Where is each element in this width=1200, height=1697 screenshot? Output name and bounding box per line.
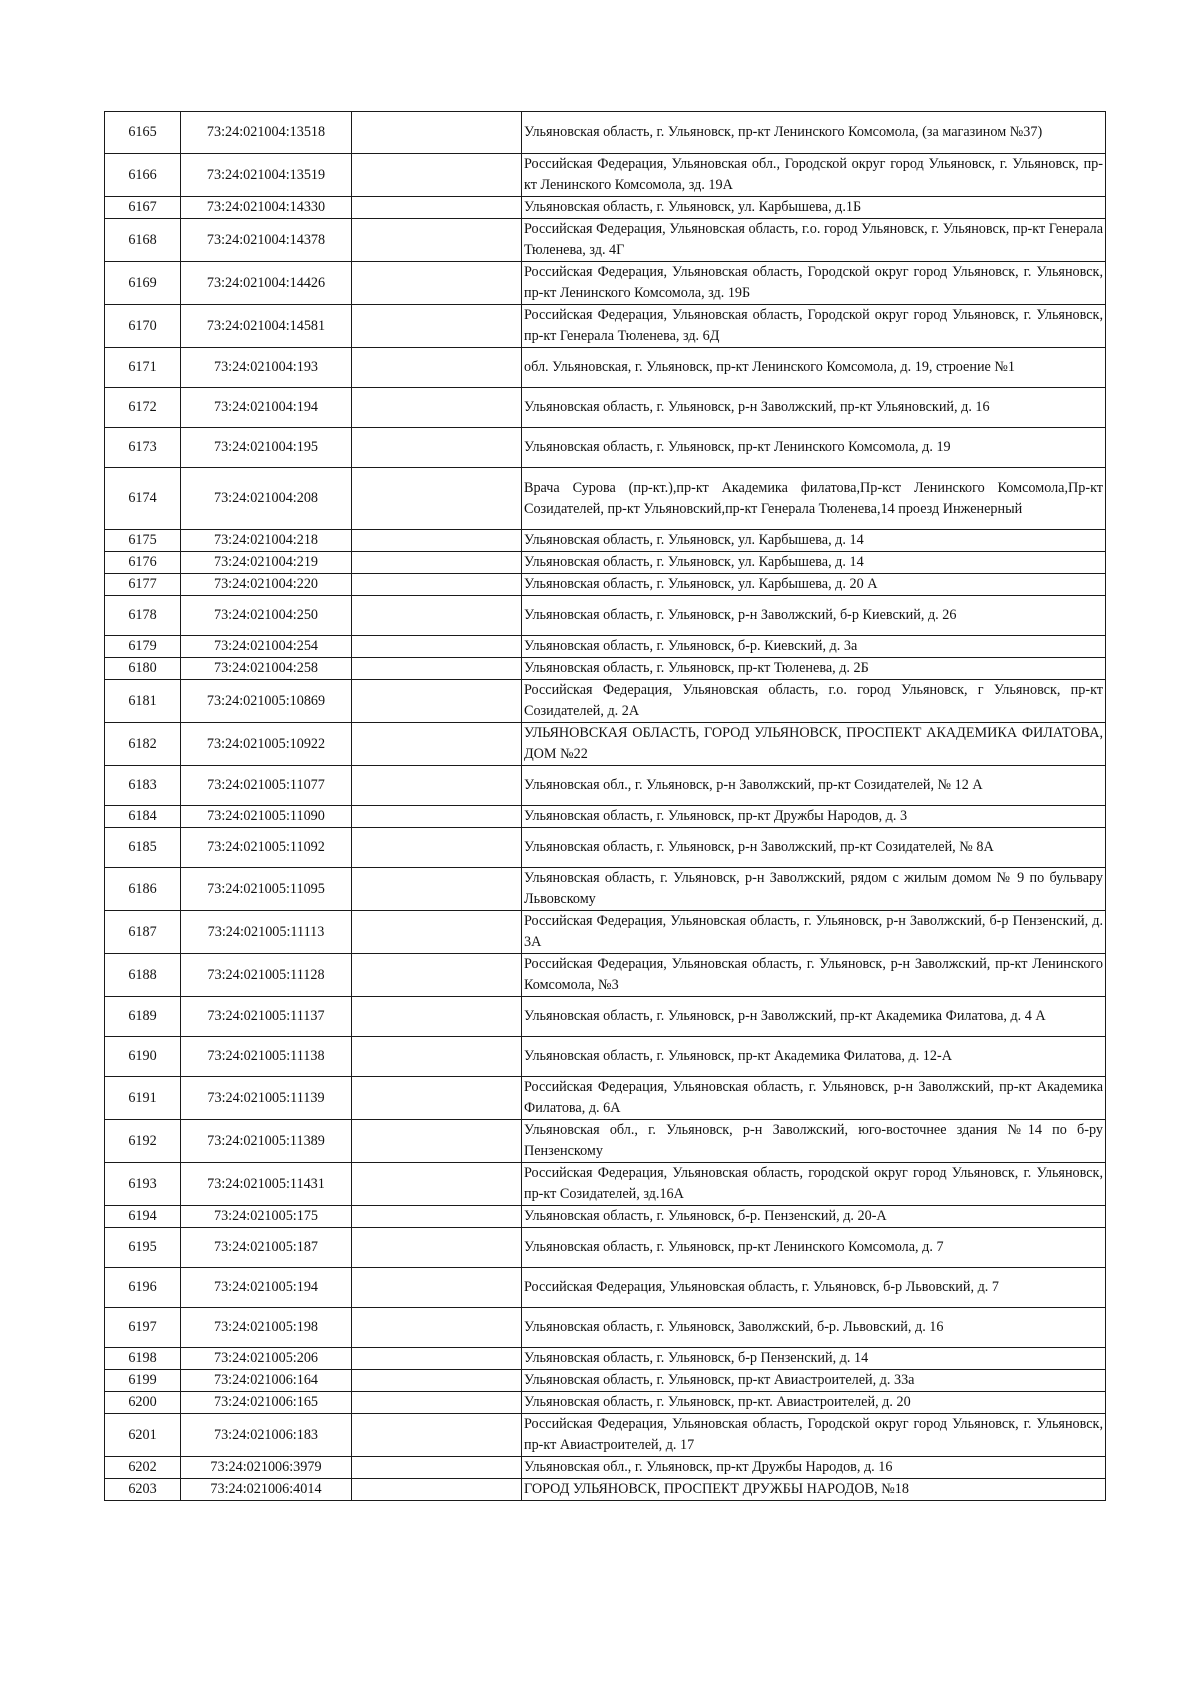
- cadastral-number: 73:24:021004:13519: [181, 154, 352, 197]
- table-row: [105, 1228, 1106, 1268]
- cadastral-number: 73:24:021006:164: [181, 1370, 352, 1392]
- cadastral-number: 73:24:021004:193: [181, 348, 352, 388]
- address: Российская Федерация, Ульяновская область, городской округ город Ульяновск, г. Ульяновск, пр-кт Созидателей, зд.16А: [522, 1163, 1106, 1206]
- cadastral-number: 73:24:021005:11128: [181, 954, 352, 997]
- empty-cell: [352, 428, 522, 468]
- empty-cell: [352, 954, 522, 997]
- row-number: 6179: [105, 636, 181, 658]
- address: Ульяновская область, г. Ульяновск, б-р Пензенский, д. 14: [522, 1348, 1106, 1370]
- table-row: [105, 954, 1106, 997]
- address: Российская Федерация, Ульяновская область, г. Ульяновск, р-н Заволжский, б-р Пензенский, д. 3А: [522, 911, 1106, 954]
- empty-cell: [352, 1163, 522, 1206]
- empty-cell: [352, 1348, 522, 1370]
- address: Российская Федерация, Ульяновская область, г. Ульяновск, р-н Заволжский, пр-кт Ленинского Комсомола, №3: [522, 954, 1106, 997]
- address: Ульяновская область, г. Ульяновск, пр-кт Тюленева, д. 2Б: [522, 658, 1106, 680]
- row-number: 6168: [105, 219, 181, 262]
- empty-cell: [352, 723, 522, 766]
- empty-cell: [352, 305, 522, 348]
- cadastral-number: 73:24:021004:219: [181, 552, 352, 574]
- table-row: [105, 868, 1106, 911]
- address: Ульяновская обл., г. Ульяновск, пр-кт Дружбы Народов, д. 16: [522, 1457, 1106, 1479]
- table-row: [105, 658, 1106, 680]
- empty-cell: [352, 636, 522, 658]
- empty-cell: [352, 552, 522, 574]
- row-number: 6200: [105, 1392, 181, 1414]
- table-row: [105, 1077, 1106, 1120]
- table-row: [105, 154, 1106, 197]
- cadastral-number: 73:24:021004:14426: [181, 262, 352, 305]
- row-number: 6171: [105, 348, 181, 388]
- table-row: [105, 997, 1106, 1037]
- empty-cell: [352, 219, 522, 262]
- cadastral-number: 73:24:021005:11138: [181, 1037, 352, 1077]
- table-row: [105, 262, 1106, 305]
- table-row: [105, 1370, 1106, 1392]
- address: обл. Ульяновская, г. Ульяновск, пр-кт Ленинского Комсомола, д. 19, строение №1: [522, 348, 1106, 388]
- table-row: [105, 1348, 1106, 1370]
- table-row: [105, 1392, 1106, 1414]
- address: Ульяновская обл., г. Ульяновск, р-н Заволжский, юго-восточнее здания №14 по б-ру Пензенскому: [522, 1120, 1106, 1163]
- table-row: [105, 112, 1106, 154]
- table-row: [105, 806, 1106, 828]
- row-number: 6176: [105, 552, 181, 574]
- empty-cell: [352, 1479, 522, 1501]
- row-number: 6196: [105, 1268, 181, 1308]
- row-number: 6165: [105, 112, 181, 154]
- row-number: 6194: [105, 1206, 181, 1228]
- cadastral-number: 73:24:021004:14581: [181, 305, 352, 348]
- address: Ульяновская область, г. Ульяновск, ул. Карбышева, д. 20 А: [522, 574, 1106, 596]
- row-number: 6175: [105, 530, 181, 552]
- cadastral-number: 73:24:021004:220: [181, 574, 352, 596]
- table-row: [105, 680, 1106, 723]
- row-number: 6203: [105, 1479, 181, 1501]
- table-row: [105, 468, 1106, 530]
- empty-cell: [352, 1228, 522, 1268]
- row-number: 6172: [105, 388, 181, 428]
- row-number: 6173: [105, 428, 181, 468]
- table-row: [105, 636, 1106, 658]
- cadastral-number: 73:24:021004:218: [181, 530, 352, 552]
- address: Ульяновская область, г. Ульяновск, пр-кт Академика Филатова, д. 12-А: [522, 1037, 1106, 1077]
- address: Ульяновская область, г. Ульяновск, р-н Заволжский, рядом с жилым домом № 9 по бульвару Львовскому: [522, 868, 1106, 911]
- address: Ульяновская область, г. Ульяновск, ул. Карбышева, д.1Б: [522, 197, 1106, 219]
- table-row: [105, 766, 1106, 806]
- address: Российская Федерация, Ульяновская область, Городской округ город Ульяновск, г. Ульяновск, пр-кт Авиастроителей, д. 17: [522, 1414, 1106, 1457]
- table-row: [105, 1037, 1106, 1077]
- empty-cell: [352, 468, 522, 530]
- cadastral-number: 73:24:021005:11431: [181, 1163, 352, 1206]
- cadastral-number: 73:24:021005:206: [181, 1348, 352, 1370]
- empty-cell: [352, 530, 522, 552]
- row-number: 6166: [105, 154, 181, 197]
- empty-cell: [352, 806, 522, 828]
- empty-cell: [352, 1268, 522, 1308]
- address: Ульяновская область, г. Ульяновск, пр-кт. Авиастроителей, д. 20: [522, 1392, 1106, 1414]
- table-row: [105, 305, 1106, 348]
- address: Ульяновская область, г. Ульяновск, ул. Карбышева, д. 14: [522, 552, 1106, 574]
- address: Ульяновская область, г. Ульяновск, р-н Заволжский, б-р Киевский, д. 26: [522, 596, 1106, 636]
- row-number: 6185: [105, 828, 181, 868]
- table-row: [105, 828, 1106, 868]
- empty-cell: [352, 1392, 522, 1414]
- address: Ульяновская область, г. Ульяновск, б-р. Пензенский, д. 20-А: [522, 1206, 1106, 1228]
- address: Ульяновская область, г. Ульяновск, Заволжский, б-р. Львовский, д. 16: [522, 1308, 1106, 1348]
- row-number: 6169: [105, 262, 181, 305]
- empty-cell: [352, 997, 522, 1037]
- table-row: [105, 530, 1106, 552]
- empty-cell: [352, 828, 522, 868]
- row-number: 6188: [105, 954, 181, 997]
- cadastral-number: 73:24:021004:254: [181, 636, 352, 658]
- row-number: 6193: [105, 1163, 181, 1206]
- cadastral-number: 73:24:021005:10869: [181, 680, 352, 723]
- cadastral-number: 73:24:021005:11139: [181, 1077, 352, 1120]
- address: Российская Федерация, Ульяновская область, Городской округ город Ульяновск, г. Ульяновск, пр-кт Ленинского Комсомола, зд. 19Б: [522, 262, 1106, 305]
- empty-cell: [352, 1037, 522, 1077]
- table-row: [105, 1457, 1106, 1479]
- address: Российская Федерация, Ульяновская область, г. Ульяновск, б-р Львовский, д. 7: [522, 1268, 1106, 1308]
- cadastral-number: 73:24:021005:11389: [181, 1120, 352, 1163]
- table-row: [105, 1479, 1106, 1501]
- row-number: 6199: [105, 1370, 181, 1392]
- cadastral-number: 73:24:021004:14330: [181, 197, 352, 219]
- empty-cell: [352, 911, 522, 954]
- table-row: [105, 1163, 1106, 1206]
- address: Ульяновская область, г. Ульяновск, р-н Заволжский, пр-кт Созидателей, № 8А: [522, 828, 1106, 868]
- cadastral-number: 73:24:021005:11095: [181, 868, 352, 911]
- row-number: 6178: [105, 596, 181, 636]
- cadastral-number: 73:24:021006:4014: [181, 1479, 352, 1501]
- cadastral-number: 73:24:021005:187: [181, 1228, 352, 1268]
- empty-cell: [352, 154, 522, 197]
- empty-cell: [352, 766, 522, 806]
- row-number: 6181: [105, 680, 181, 723]
- empty-cell: [352, 112, 522, 154]
- row-number: 6189: [105, 997, 181, 1037]
- row-number: 6197: [105, 1308, 181, 1348]
- row-number: 6195: [105, 1228, 181, 1268]
- address: Ульяновская область, г. Ульяновск, пр-кт Ленинского Комсомола, (за магазином №37): [522, 112, 1106, 154]
- address: Ульяновская область, г. Ульяновск, б-р. Киевский, д. 3а: [522, 636, 1106, 658]
- cadastral-number: 73:24:021004:194: [181, 388, 352, 428]
- empty-cell: [352, 1120, 522, 1163]
- address: Ульяновская область, г. Ульяновск, пр-кт Авиастроителей, д. 33а: [522, 1370, 1106, 1392]
- row-number: 6191: [105, 1077, 181, 1120]
- empty-cell: [352, 1457, 522, 1479]
- land-plot-register-table: [104, 111, 1106, 1501]
- cadastral-number: 73:24:021005:11137: [181, 997, 352, 1037]
- empty-cell: [352, 388, 522, 428]
- empty-cell: [352, 596, 522, 636]
- table-row: [105, 1120, 1106, 1163]
- cadastral-number: 73:24:021004:250: [181, 596, 352, 636]
- cadastral-number: 73:24:021005:11077: [181, 766, 352, 806]
- table-row: [105, 574, 1106, 596]
- cadastral-number: 73:24:021004:258: [181, 658, 352, 680]
- row-number: 6201: [105, 1414, 181, 1457]
- empty-cell: [352, 868, 522, 911]
- empty-cell: [352, 197, 522, 219]
- table-row: [105, 596, 1106, 636]
- row-number: 6184: [105, 806, 181, 828]
- row-number: 6190: [105, 1037, 181, 1077]
- address: Ульяновская обл., г. Ульяновск, р-н Заволжский, пр-кт Созидателей, № 12 А: [522, 766, 1106, 806]
- empty-cell: [352, 1308, 522, 1348]
- cadastral-number: 73:24:021005:11113: [181, 911, 352, 954]
- cadastral-number: 73:24:021005:194: [181, 1268, 352, 1308]
- row-number: 6187: [105, 911, 181, 954]
- row-number: 6180: [105, 658, 181, 680]
- row-number: 6177: [105, 574, 181, 596]
- address: УЛЬЯНОВСКАЯ ОБЛАСТЬ, ГОРОД УЛЬЯНОВСК, ПРОСПЕКТ АКАДЕМИКА ФИЛАТОВА, ДОМ №22: [522, 723, 1106, 766]
- cadastral-number: 73:24:021004:13518: [181, 112, 352, 154]
- address: Российская Федерация, Ульяновская область, г.о. город Ульяновск, г Ульяновск, пр-кт Созидателей, д. 2А: [522, 680, 1106, 723]
- cadastral-number: 73:24:021005:11090: [181, 806, 352, 828]
- table-row: [105, 388, 1106, 428]
- address: Ульяновская область, г. Ульяновск, р-н Заволжский, пр-кт Ульяновский, д. 16: [522, 388, 1106, 428]
- table-row: [105, 1268, 1106, 1308]
- row-number: 6170: [105, 305, 181, 348]
- address: Ульяновская область, г. Ульяновск, пр-кт Ленинского Комсомола, д. 7: [522, 1228, 1106, 1268]
- empty-cell: [352, 574, 522, 596]
- table-row: [105, 1206, 1106, 1228]
- cadastral-number: 73:24:021006:165: [181, 1392, 352, 1414]
- address: Российская Федерация, Ульяновская область, г.о. город Ульяновск, г. Ульяновск, пр-кт Генерала Тюленева, зд. 4Г: [522, 219, 1106, 262]
- cadastral-number: 73:24:021004:195: [181, 428, 352, 468]
- cadastral-number: 73:24:021006:3979: [181, 1457, 352, 1479]
- row-number: 6198: [105, 1348, 181, 1370]
- empty-cell: [352, 1370, 522, 1392]
- row-number: 6174: [105, 468, 181, 530]
- empty-cell: [352, 1077, 522, 1120]
- table-row: [105, 428, 1106, 468]
- address: Российская Федерация, Ульяновская обл., Городской округ город Ульяновск, г. Ульяновск, пр-кт Ленинского Комсомола, зд. 19А: [522, 154, 1106, 197]
- table-row: [105, 348, 1106, 388]
- empty-cell: [352, 348, 522, 388]
- cadastral-number: 73:24:021004:208: [181, 468, 352, 530]
- address: ГОРОД УЛЬЯНОВСК, ПРОСПЕКТ ДРУЖБЫ НАРОДОВ, №18: [522, 1479, 1106, 1501]
- cadastral-number: 73:24:021005:10922: [181, 723, 352, 766]
- cadastral-number: 73:24:021005:198: [181, 1308, 352, 1348]
- address: Ульяновская область, г. Ульяновск, пр-кт Дружбы Народов, д. 3: [522, 806, 1106, 828]
- address: Врача Сурова (пр-кт.),пр-кт Академика филатова,Пр-кст Ленинского Комсомола,Пр-кт Созидателей, пр-кт Ульяновский,пр-кт Генерала Тюленева,14 проезд Инженерный: [522, 468, 1106, 530]
- row-number: 6167: [105, 197, 181, 219]
- table-row: [105, 552, 1106, 574]
- row-number: 6182: [105, 723, 181, 766]
- row-number: 6202: [105, 1457, 181, 1479]
- empty-cell: [352, 680, 522, 723]
- row-number: 6186: [105, 868, 181, 911]
- table-row: [105, 1308, 1106, 1348]
- empty-cell: [352, 658, 522, 680]
- cadastral-number: 73:24:021006:183: [181, 1414, 352, 1457]
- register-table-body: [105, 112, 1106, 1501]
- address: Ульяновская область, г. Ульяновск, р-н Заволжский, пр-кт Академика Филатова, д. 4 А: [522, 997, 1106, 1037]
- cadastral-number: 73:24:021005:175: [181, 1206, 352, 1228]
- address: Ульяновская область, г. Ульяновск, ул. Карбышева, д. 14: [522, 530, 1106, 552]
- table-row: [105, 1414, 1106, 1457]
- table-row: [105, 723, 1106, 766]
- address: Российская Федерация, Ульяновская область, г. Ульяновск, р-н Заволжский, пр-кт Академика Филатова, д. 6А: [522, 1077, 1106, 1120]
- address: Ульяновская область, г. Ульяновск, пр-кт Ленинского Комсомола, д. 19: [522, 428, 1106, 468]
- row-number: 6183: [105, 766, 181, 806]
- cadastral-number: 73:24:021005:11092: [181, 828, 352, 868]
- empty-cell: [352, 1206, 522, 1228]
- table-row: [105, 197, 1106, 219]
- table-row: [105, 911, 1106, 954]
- empty-cell: [352, 262, 522, 305]
- table-row: [105, 219, 1106, 262]
- row-number: 6192: [105, 1120, 181, 1163]
- empty-cell: [352, 1414, 522, 1457]
- address: Российская Федерация, Ульяновская область, Городской округ город Ульяновск, г. Ульяновск, пр-кт Генерала Тюленева, зд. 6Д: [522, 305, 1106, 348]
- cadastral-number: 73:24:021004:14378: [181, 219, 352, 262]
